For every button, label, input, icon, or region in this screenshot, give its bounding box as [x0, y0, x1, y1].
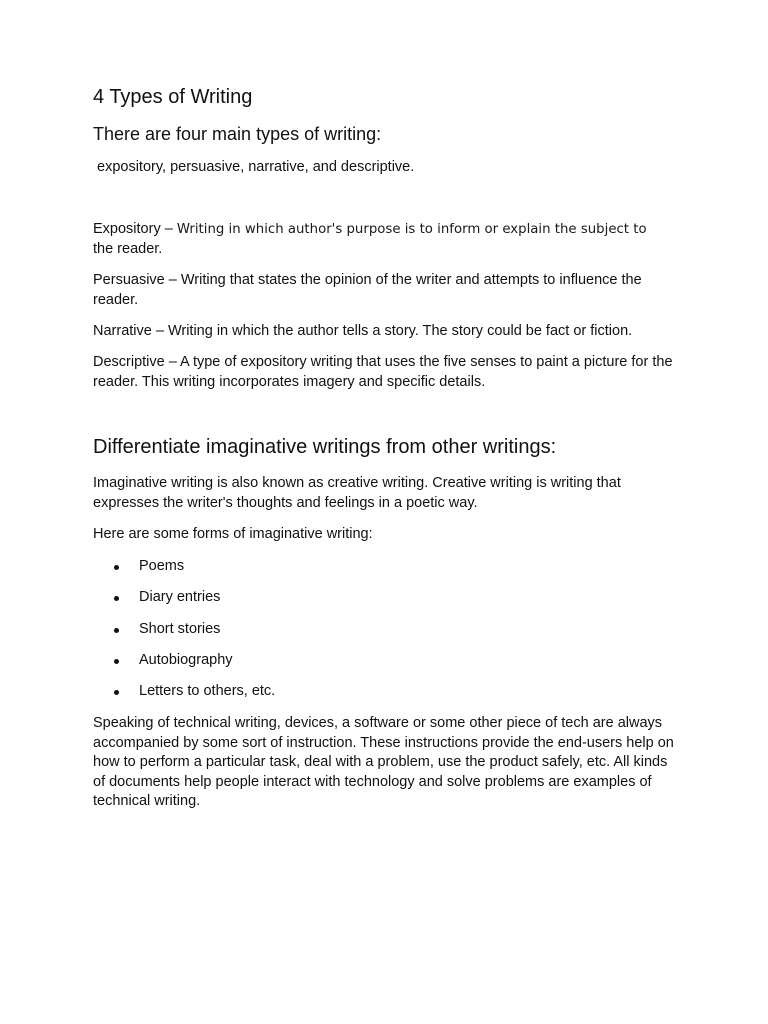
page-title: 4 Types of Writing — [93, 86, 253, 108]
definition-descriptive — [93, 353, 678, 392]
definition-expository — [93, 220, 678, 259]
definition-separator: – — [160, 221, 177, 237]
section-heading: Differentiate imaginative writings from other writings: — [93, 436, 557, 458]
list-item-label: Poems — [139, 558, 185, 574]
definition-term: Narrative — [93, 323, 152, 339]
bullet-icon — [114, 628, 119, 633]
list-item-label: Short stories — [139, 620, 221, 637]
list-item-label: Diary entries — [139, 589, 221, 606]
bullet-icon — [114, 596, 119, 601]
definition-separator: – — [164, 272, 181, 288]
definition-text: Writing in which the author tells a story. The story could be fact or fiction. — [167, 323, 633, 339]
definition-term: Expository — [93, 221, 161, 237]
definition-narrative — [93, 322, 678, 342]
definition-text: A type of expository writing that uses the five senses to paint a picture for the reader. This writing incorporates imagery and specific details. — [93, 354, 673, 390]
imaginative-paragraph: Imaginative writing is also known as creative writing. Creative writing is writing that expresses the writer's thoughts and feelings in a poetic way. — [93, 475, 621, 511]
forms-intro: Here are some forms of imaginative writing: — [93, 526, 373, 542]
list-item-label: Letters to others, etc. — [139, 683, 276, 700]
definition-text: Writing that states the opinion of the writer and attempts to influence the reader. — [93, 272, 642, 308]
definition-separator: – — [164, 354, 181, 370]
definition-separator: – — [151, 323, 168, 339]
definition-text: Writing in which author's purpose is to inform or explain the subject to — [176, 222, 647, 237]
definition-text-continued: the reader. — [93, 240, 163, 257]
definition-term: Persuasive — [93, 272, 165, 288]
definition-persuasive — [93, 271, 678, 310]
intro-sentence: There are four main types of writing: — [93, 124, 382, 144]
definition-term: Descriptive — [93, 354, 165, 370]
list-item-label: Autobiography — [139, 651, 233, 668]
bullet-icon — [114, 659, 119, 664]
bullet-icon — [114, 690, 119, 695]
technical-writing-paragraph: Speaking of technical writing, devices, a software or some other piece of tech are always accompanied by some sort of instruction. These instructions provide the end-users help on how to perform a particular task, deal with a problem, use the product safely, etc. All kinds of documents help people interact with technology and solve problems are examples of technical writing. — [93, 715, 674, 809]
types-list-line: expository, persuasive, narrative, and descriptive. — [97, 159, 415, 175]
bullet-icon — [114, 565, 119, 570]
